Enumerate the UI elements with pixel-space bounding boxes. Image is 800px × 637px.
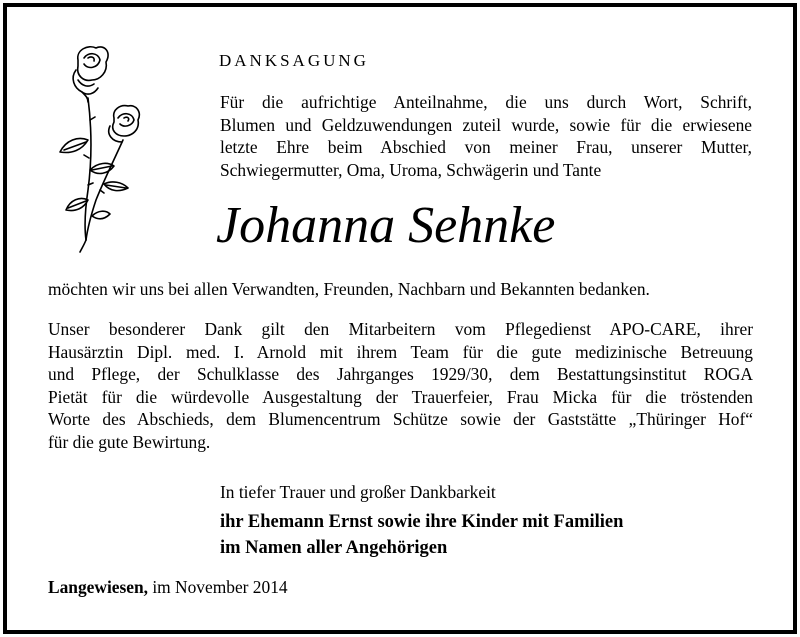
special-thanks-line: Worte des Abschieds, dem Blumencentrum Schütze sowie der Gaststätte „Thüringer Hof“ — [48, 409, 753, 429]
special-thanks-line: Pietät für die würdevolle Ausgestaltung der Trauerfeier, Frau Micka für die tröstenden — [48, 386, 753, 407]
special-thanks-line: Hausärztin Dipl. med. I. Arnold mit ihrem Team für die gute medizinische Betreuung — [48, 341, 753, 362]
intro-line: Blumen und Geldzuwendungen zuteil wurde, sowie für die erwiesene — [220, 114, 752, 135]
thanks-line: möchten wir uns bei allen Verwandten, Freunden, Nachbarn und Bekannten bedanken. — [48, 279, 650, 299]
special-thanks-paragraph — [48, 318, 753, 453]
deceased-name: Johanna Sehnke — [216, 197, 556, 254]
closing-line: In tiefer Trauer und großer Dankbarkeit — [220, 482, 496, 502]
signature-line-2: im Namen aller Angehörigen — [220, 538, 448, 558]
place: Langewiesen, — [48, 577, 148, 597]
intro-line: letzte Ehre beim Abschied von meiner Frau, unserer Mutter, — [220, 137, 752, 157]
special-thanks-line: Unser besonderer Dank gilt den Mitarbeitern vom Pflegedienst APO-CARE, ihrer — [48, 319, 753, 339]
heading: DANKSAGUNG — [219, 51, 369, 70]
intro-line: Schwiegermutter, Oma, Uroma, Schwägerin und Tante — [220, 159, 602, 180]
special-thanks-line: für die gute Bewirtung. — [48, 431, 211, 452]
date: im November 2014 — [148, 577, 288, 597]
intro-paragraph — [220, 91, 752, 181]
special-thanks-line: und Pflege, der Schulklasse des Jahrganges 1929/30, dem Bestattungsinstitut ROGA — [48, 364, 753, 384]
place-date — [48, 577, 288, 598]
rose-icon — [48, 40, 158, 255]
signature-line-1: ihr Ehemann Ernst sowie ihre Kinder mit Familien — [220, 512, 624, 532]
intro-line: Für die aufrichtige Anteilnahme, die uns durch Wort, Schrift, — [220, 92, 752, 112]
